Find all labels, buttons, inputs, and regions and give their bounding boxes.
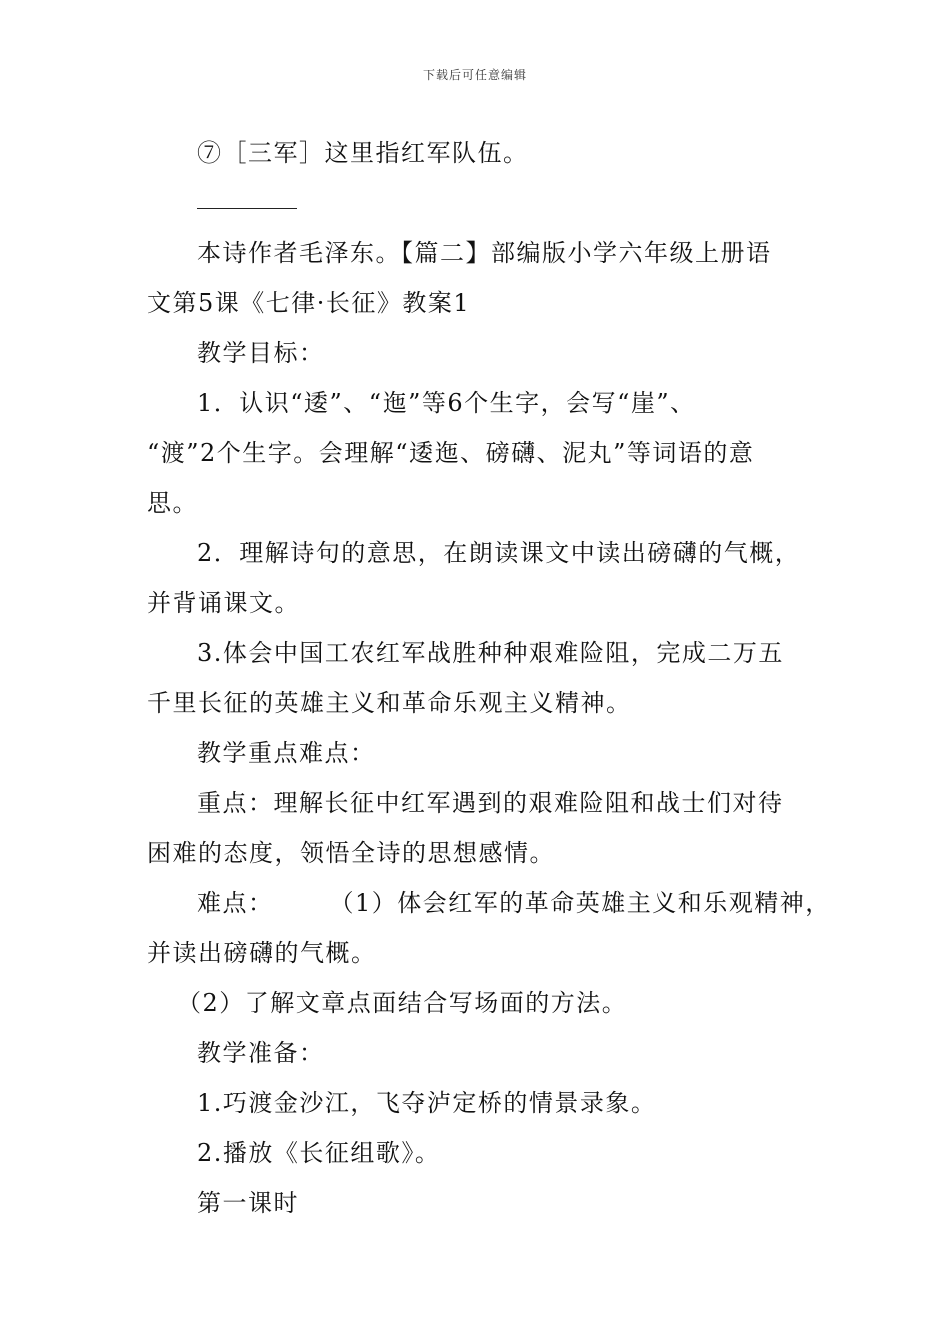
paragraph-line: 文第5课《七律·长征》教案1 xyxy=(147,289,471,317)
paragraph-line xyxy=(147,878,831,928)
difficulty-label: 难点： xyxy=(197,889,274,917)
page-header: 下载后可任意编辑 xyxy=(422,68,527,82)
paragraph-line: “渡”2个生字。会理解“逶迤、磅礴、泥丸”等词语的意 xyxy=(147,439,755,467)
separator-rule xyxy=(197,208,297,209)
paragraph-line: 3.体会中国工农红军战胜种种艰难险阻，完成二万五 xyxy=(197,639,784,667)
paragraph-line: 并背诵课文。 xyxy=(147,589,300,617)
paragraph-line: 重点：理解长征中红军遇到的艰难险阻和战士们对待 xyxy=(197,789,784,817)
paragraph-line: 2．理解诗句的意思，在朗读课文中读出磅礴的气概， xyxy=(197,539,801,567)
paragraph-line: 困难的态度，领悟全诗的思想感情。 xyxy=(147,839,555,867)
paragraph-line: 并读出磅礴的气概。 xyxy=(147,939,377,967)
section-heading: 第一课时 xyxy=(197,1189,299,1217)
paragraph-line: 思。 xyxy=(147,489,198,517)
paragraph-line: 千里长征的英雄主义和革命乐观主义精神。 xyxy=(147,689,632,717)
difficulty-item-1: （1）体会红军的革命英雄主义和乐观精神， xyxy=(329,889,831,917)
separator xyxy=(147,178,807,228)
paragraph-line: （2）了解文章点面结合写场面的方法。 xyxy=(177,989,628,1017)
annotation-line: ⑦［三军］这里指红军队伍。 xyxy=(197,139,529,167)
paragraph-line: 1.巧渡金沙江，飞夺泸定桥的情景录象。 xyxy=(197,1089,657,1117)
paragraph-line: 本诗作者毛泽东。【篇二】部编版小学六年级上册语 xyxy=(197,239,772,267)
section-heading: 教学准备： xyxy=(197,1039,325,1067)
section-heading: 教学目标： xyxy=(197,339,325,367)
document-body xyxy=(147,128,831,1228)
paragraph-line: 1．认识“逶”、“迤”等6个生字，会写“崖”、 xyxy=(197,389,696,417)
section-heading: 教学重点难点： xyxy=(197,739,376,767)
paragraph-line: 2.播放《长征组歌》。 xyxy=(197,1139,441,1167)
